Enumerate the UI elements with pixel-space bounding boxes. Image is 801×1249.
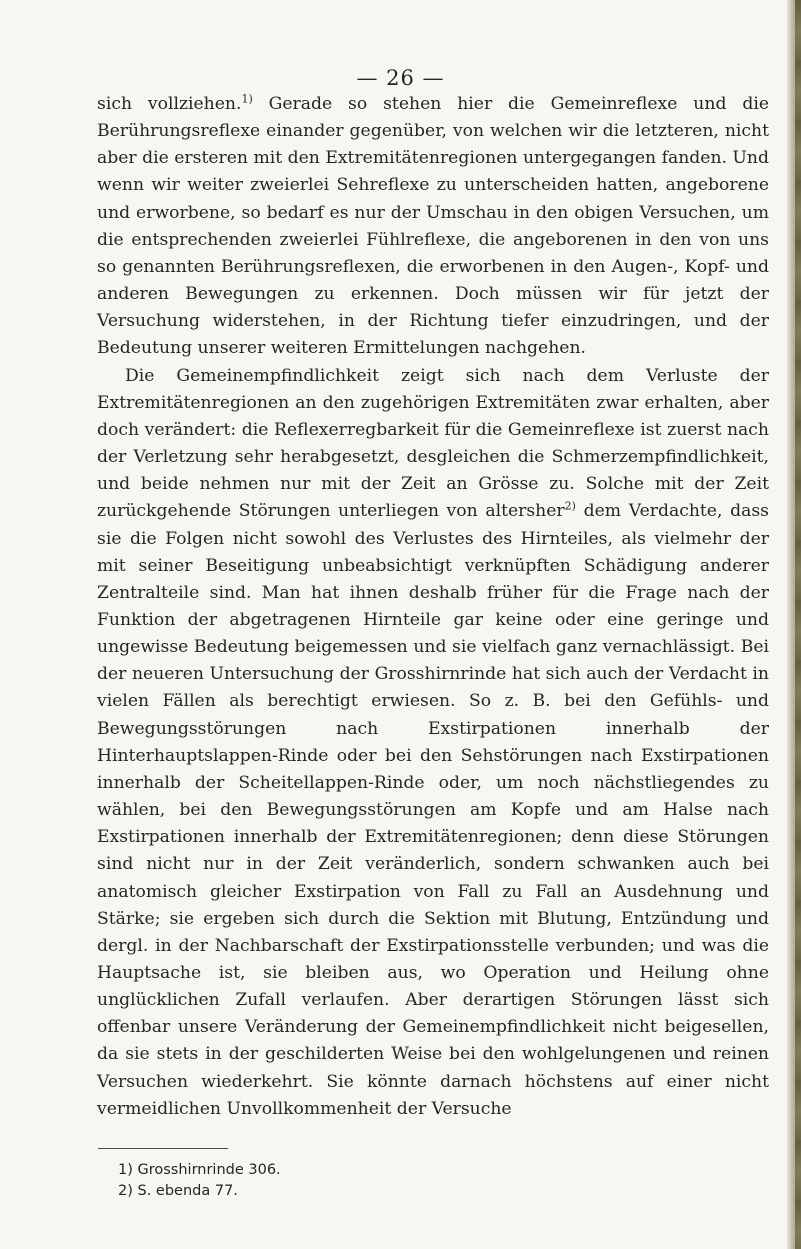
page-number: — 26 — (356, 66, 445, 90)
paragraph-1 (97, 91, 769, 363)
footnote-1: 1) Grosshirnrinde 306. (118, 1162, 281, 1178)
paragraph-2-start: Die Gemeinempfindlichkeit zeigt sich nach dem Verluste der Extremitätenregionen an den zugehörigen Extremitäten zwar erhalten, aber doch verändert: die Reflexerregbarkeit für die Gemeinreflexe ist zuerst nach der Verletzung sehr herabgesetzt, desgleichen die Schmerzempfindlichkeit, und beide nehmen nur mit der Zeit an Grösse zu. Solche mit der Zeit zurückgehende Störungen unterliegen von altersher (97, 365, 769, 522)
paragraph-2-rest: dem Verdachte, dass sie die Folgen nicht sowohl des Verlustes des Hirnteiles, als vielmehr der mit seiner Beseitigung unbeabsichtigt verknüpften Schädigung anderer Zentralteile sind. Man hat ihnen deshalb früher für die Frage nach der Funktion der abgetragenen Hirnteile gar keine oder eine geringe und ungewisse Bedeutung beigemessen und sie vielfach ganz vernachlässigt. Bei der neueren Untersuchung der Grosshirnrinde hat sich auch der Verdacht in vielen Fällen als berechtigt erwiesen. So z. B. bei den Gefühls- und Bewegungsstörungen nach Exstirpationen innerhalb der Hinterhauptslappen-Rinde oder bei den Sehstörungen nach Exstirpationen innerhalb der Scheitellappen-Rinde oder, um noch nächstliegendes zu wählen, bei den Bewegungsstörungen am Kopfe und am Halse nach Exstirpationen innerhalb der Extremitätenregionen; denn diese Störungen sind nicht nur in der Zeit veränderlich, sondern schwanken auch bei anatomisch gleicher Exstirpation von Fall zu Fall an Ausdehnung und Stärke; sie ergeben sich durch die Sektion mit Blutung, Entzündung und dergl. in der Nachbarschaft der Exstirpationsstelle verbunden; und was die Hauptsache ist, sie bleiben aus, wo Operation und Heilung ohne unglücklichen Zufall verlaufen. Aber derartigen Störungen lässt sich offenbar unsere Veränderung der Gemeinempfindlichkeit nicht beigesellen, da sie stets in der geschilderten Weise bei den wohlgelungenen und reinen Versuchen wiederkehrt. Sie könnte darnach höchstens auf einer nicht vermeidlichen Unvollkommenheit der Versuche (97, 501, 769, 1119)
body-text (97, 91, 769, 1123)
footnotes (118, 1160, 281, 1202)
page-edge-shadow (787, 0, 801, 1249)
footnote-marker-2: 2) (564, 499, 576, 513)
footnote-divider (98, 1148, 228, 1149)
paragraph-2 (97, 363, 769, 1123)
footnote-2: 2) S. ebenda 77. (118, 1183, 238, 1199)
paragraph-1-rest: Gerade so stehen hier die Gemeinreflexe und die Berührungsreflexe einander gegenüber, von welchen wir die letzteren, nicht aber die ersteren mit den Extremitätenregionen untergegangen fanden. Und wenn wir weiter zweierlei Sehreflexe zu unterscheiden hatten, angeborene und erworbene, so bedarf es nur der Umschau in den obigen Versuchen, um die entsprechenden zweierlei Fühlreflexe, die angeborenen in den von uns so genannten Berührungsreflexen, die erworbenen in den Augen-, Kopf- und anderen Bewegungen zu erkennen. Doch müssen wir für jetzt der Versuchung widerstehen, in der Richtung tiefer einzudringen, und der Bedeutung unserer weiteren Ermittelungen nachgehen. (97, 94, 769, 359)
footnote-marker-1: 1) (241, 92, 253, 106)
paragraph-1-start: sich vollziehen. (97, 94, 242, 114)
